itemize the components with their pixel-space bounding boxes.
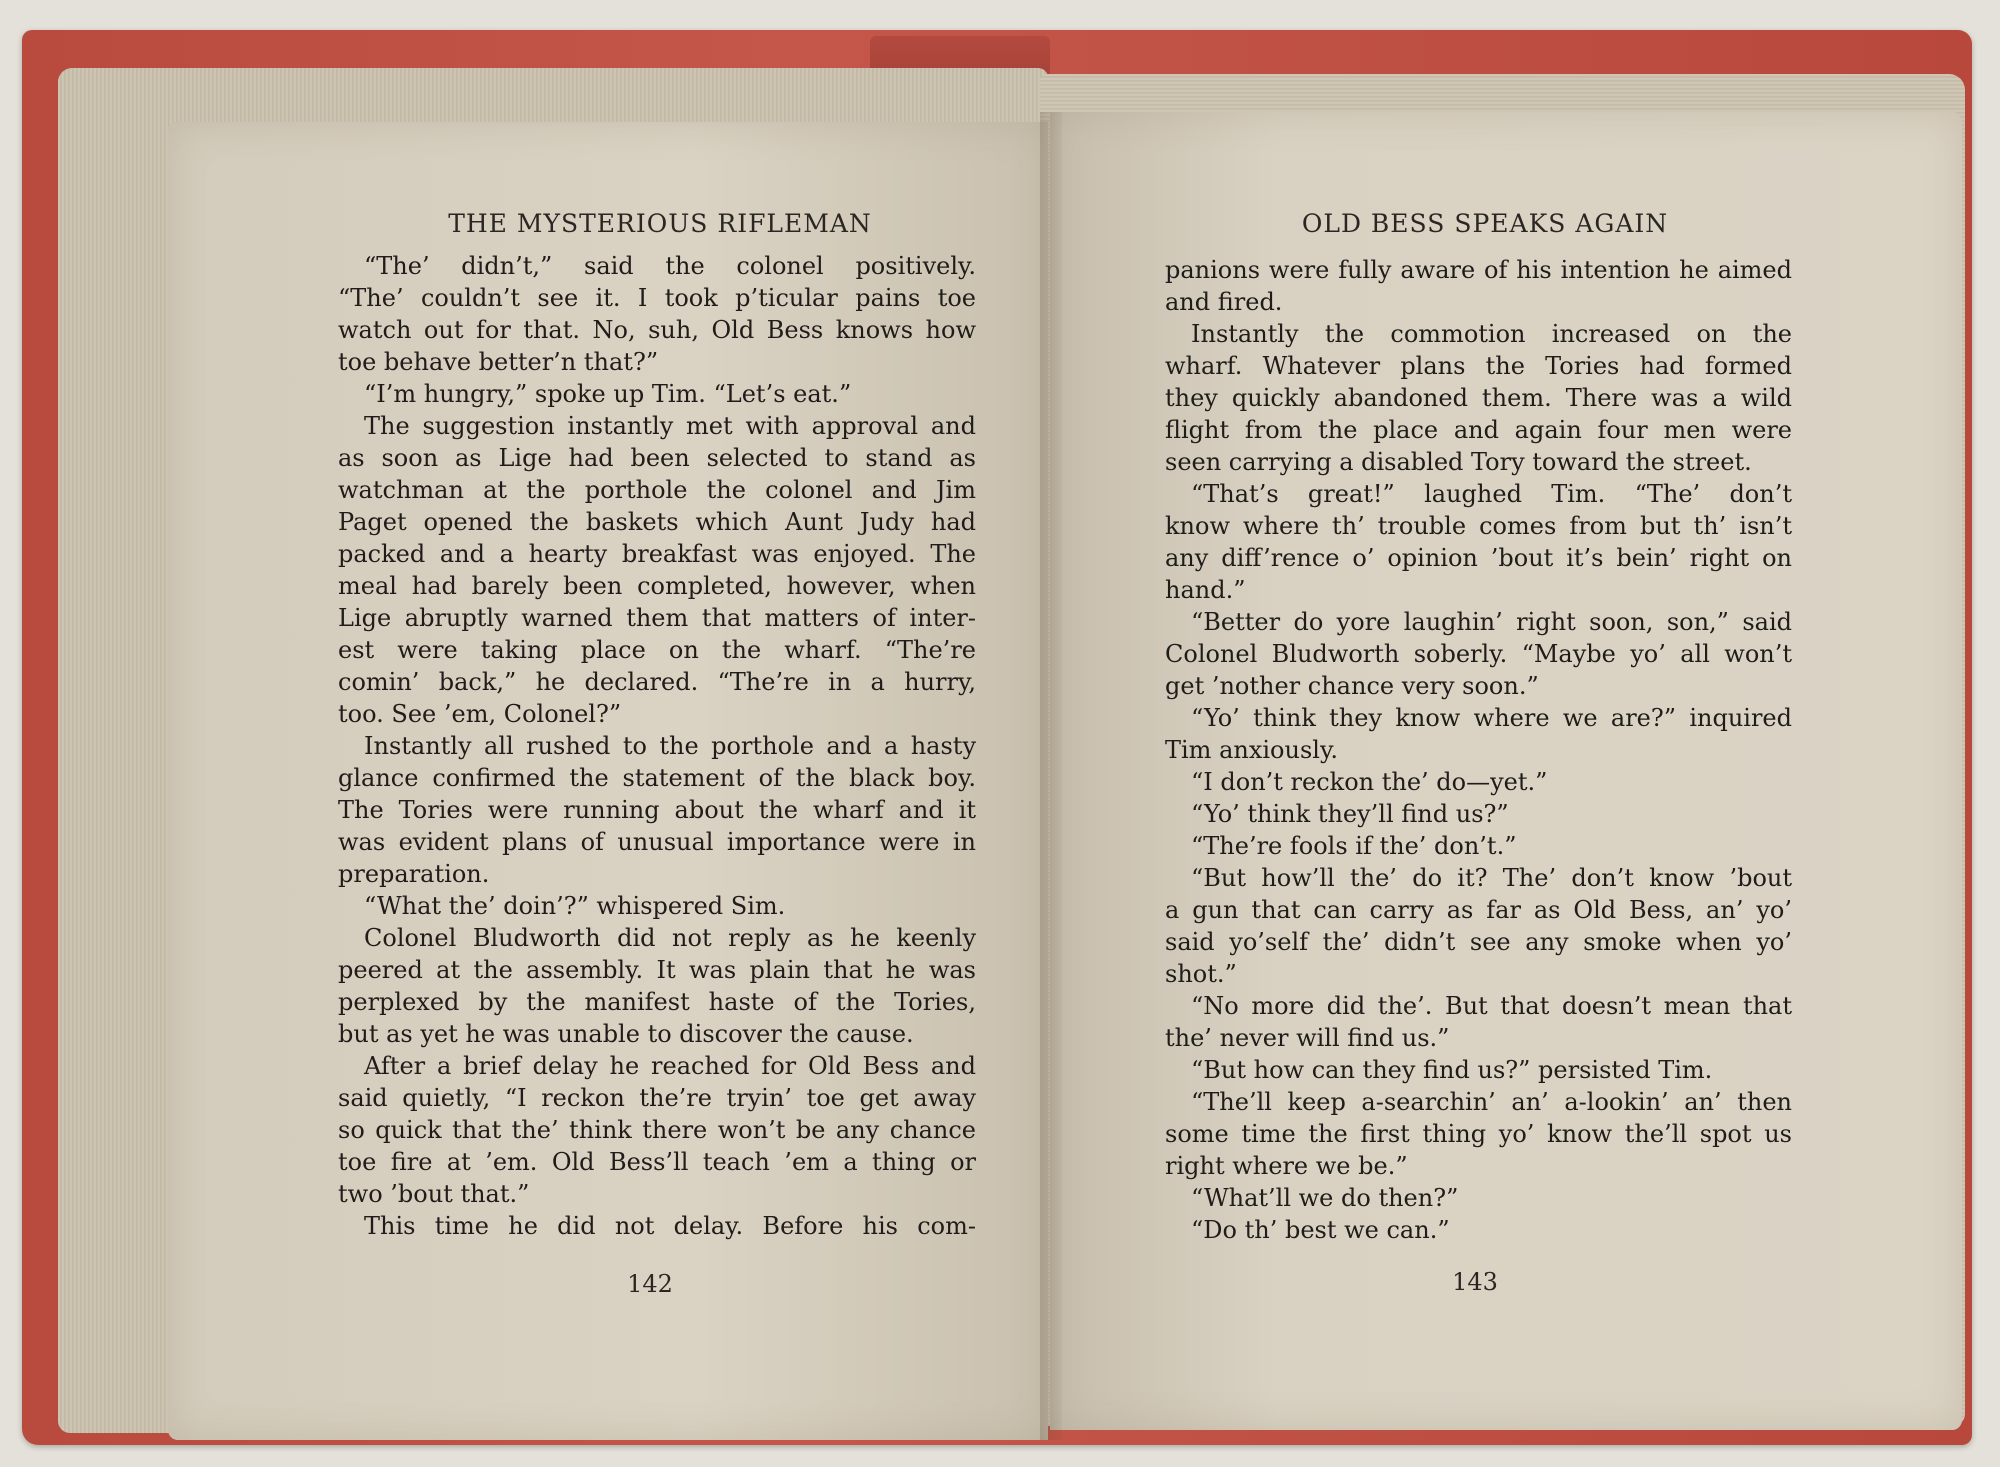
- text-line: but as yet he was unable to discover the cause.: [338, 1020, 914, 1048]
- text-line: “Do th’ best we can.”: [1191, 1216, 1450, 1244]
- text-line: toe behave better’n that?”: [338, 348, 659, 376]
- text-line: some time the first thing yo’ know the’ll spot us: [1165, 1120, 1792, 1148]
- text-line: flight from the place and again four men were: [1165, 416, 1792, 444]
- text-line: preparation.: [338, 860, 490, 888]
- text-line: Colonel Bludworth soberly. “Maybe yo’ all won’t: [1165, 640, 1792, 668]
- text-line: “Yo’ think they know where we are?” inquired: [1191, 704, 1792, 732]
- text-line: Instantly the commotion increased on the: [1191, 320, 1792, 348]
- text-line: comin’ back,” he declared. “The’re in a hurry,: [338, 668, 976, 696]
- text-line: watch out for that. No, suh, Old Bess knows how: [338, 316, 976, 344]
- left-running-head: THE MYSTERIOUS RIFLEMAN: [448, 209, 872, 238]
- text-line: the’ never will find us.”: [1165, 1024, 1450, 1052]
- text-line: peered at the assembly. It was plain that he was: [338, 956, 976, 984]
- text-line: “I don’t reckon the’ do—yet.”: [1191, 768, 1548, 796]
- text-line: two ’bout that.”: [338, 1180, 530, 1208]
- right-page-body: [1165, 254, 1792, 1246]
- text-line: “The’ didn’t,” said the colonel positively.: [364, 252, 976, 280]
- text-line: “But how can they find us?” persisted Tim.: [1191, 1056, 1713, 1084]
- text-line: “The’re fools if the’ don’t.”: [1191, 832, 1517, 860]
- text-line: “But how’ll the’ do it? The’ don’t know ’bout: [1191, 864, 1792, 892]
- text-line: perplexed by the manifest haste of the Tories,: [338, 988, 976, 1016]
- text-line: know where th’ trouble comes from but th’ isn’t: [1165, 512, 1792, 540]
- text-line: “I’m hungry,” spoke up Tim. “Let’s eat.”: [364, 380, 852, 408]
- text-line: est were taking place on the wharf. “The’re: [338, 636, 976, 664]
- text-line: Tim anxiously.: [1165, 736, 1338, 764]
- text-line: Instantly all rushed to the porthole and a hasty: [364, 732, 976, 760]
- text-line: was evident plans of unusual importance were in: [338, 828, 976, 856]
- text-line: “What’ll we do then?”: [1191, 1184, 1459, 1212]
- text-line: they quickly abandoned them. There was a wild: [1165, 384, 1792, 412]
- text-line: as soon as Lige had been selected to stand as: [338, 444, 976, 472]
- text-line: “The’ couldn’t see it. I took p’ticular pains toe: [338, 284, 976, 312]
- text-line: too. See ’em, Colonel?”: [338, 700, 622, 728]
- book-gutter: [1040, 112, 1062, 1440]
- text-line: packed and a hearty breakfast was enjoyed. The: [338, 540, 976, 568]
- text-line: so quick that the’ think there won’t be any chance: [338, 1116, 976, 1144]
- text-line: right where we be.”: [1165, 1152, 1408, 1180]
- text-line: Colonel Bludworth did not reply as he keenly: [364, 924, 976, 952]
- text-line: “Better do yore laughin’ right soon, son,” said: [1191, 608, 1792, 636]
- text-line: “The’ll keep a-searchin’ an’ a-lookin’ an’ then: [1191, 1088, 1792, 1116]
- text-line: panions were fully aware of his intention he aimed: [1165, 256, 1792, 284]
- text-line: seen carrying a disabled Tory toward the street.: [1165, 448, 1752, 476]
- text-line: hand.”: [1165, 576, 1246, 604]
- text-line: After a brief delay he reached for Old Bess and: [364, 1052, 976, 1080]
- text-line: “What the’ doin’?” whispered Sim.: [364, 892, 786, 920]
- text-line: The Tories were running about the wharf and it: [338, 796, 976, 824]
- text-line: get ’nother chance very soon.”: [1165, 672, 1539, 700]
- text-line: said yo’self the’ didn’t see any smoke when yo’: [1165, 928, 1792, 956]
- text-line: meal had barely been completed, however, when: [338, 572, 976, 600]
- text-line: Paget opened the baskets which Aunt Judy had: [338, 508, 976, 536]
- text-line: “Yo’ think they’ll find us?”: [1191, 800, 1509, 828]
- right-running-head: OLD BESS SPEAKS AGAIN: [1301, 209, 1669, 238]
- text-line: wharf. Whatever plans the Tories had formed: [1165, 352, 1792, 380]
- text-line: “No more did the’. But that doesn’t mean that: [1191, 992, 1792, 1020]
- text-line: a gun that can carry as far as Old Bess, an’ yo’: [1165, 896, 1792, 924]
- text-line: This time he did not delay. Before his com-: [364, 1212, 976, 1240]
- left-page-body: [338, 250, 976, 1242]
- text-line: glance confirmed the statement of the black boy.: [338, 764, 976, 792]
- text-line: shot.”: [1165, 960, 1237, 988]
- text-line: and fired.: [1165, 288, 1283, 316]
- text-line: “That’s great!” laughed Tim. “The’ don’t: [1191, 480, 1792, 508]
- left-page-number: 142: [627, 1270, 673, 1298]
- text-line: said quietly, “I reckon the’re tryin’ toe get away: [338, 1084, 976, 1112]
- text-line: Lige abruptly warned them that matters of inter-: [338, 604, 976, 632]
- text-line: any diff’rence o’ opinion ’bout it’s bein’ right on: [1165, 544, 1792, 572]
- text-line: The suggestion instantly met with approval and: [364, 412, 976, 440]
- text-line: toe fire at ’em. Old Bess’ll teach ’em a thing or: [338, 1148, 976, 1176]
- text-line: watchman at the porthole the colonel and Jim: [338, 476, 976, 504]
- right-page-number: 143: [1452, 1268, 1498, 1296]
